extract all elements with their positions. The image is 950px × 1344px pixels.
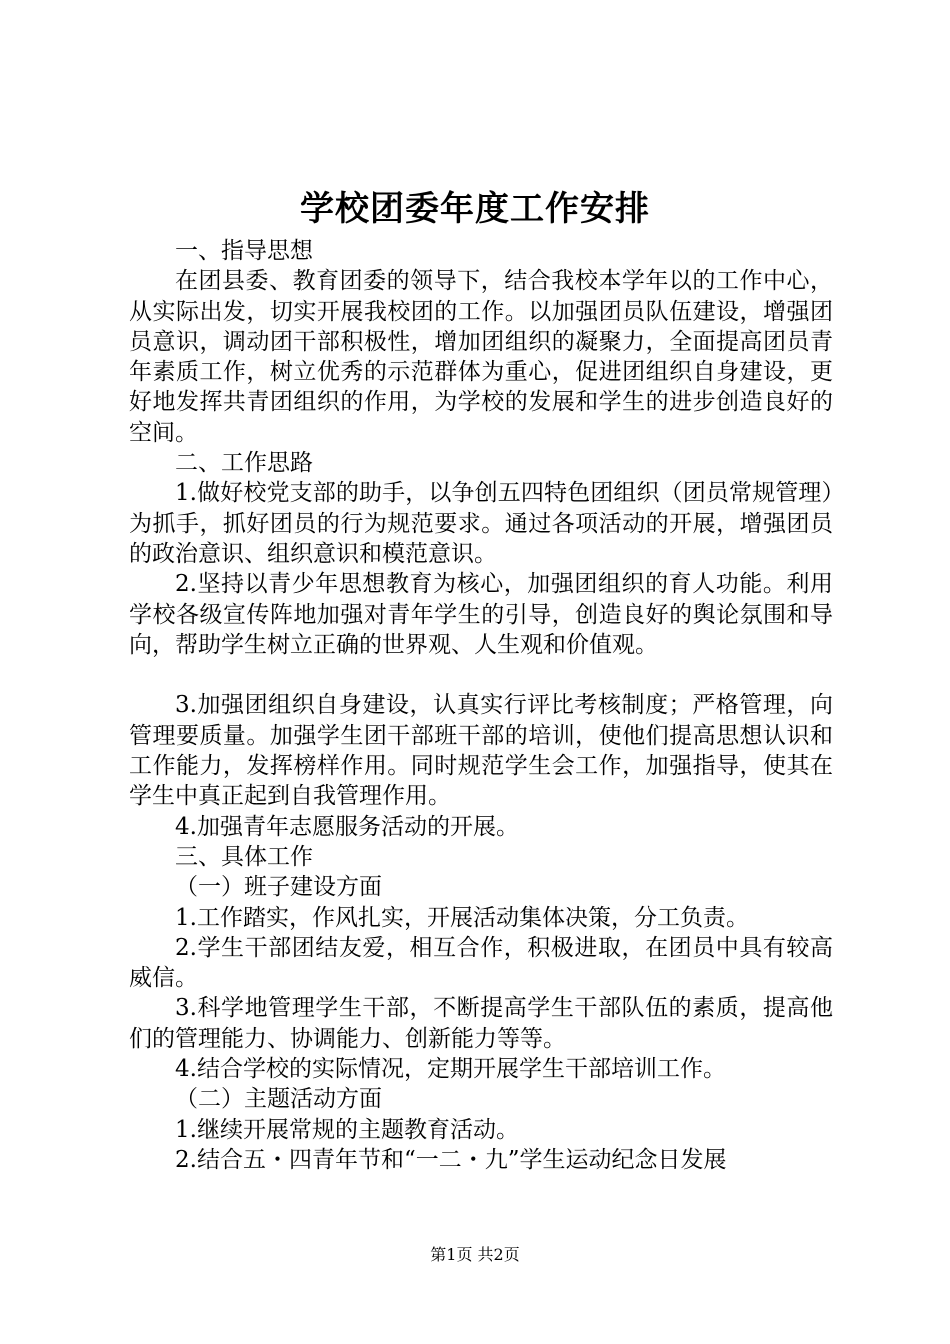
paragraph: 1.工作踏实，作风扎实，开展活动集体决策，分工负责。: [175, 904, 749, 931]
paragraph: 3.加强团组织自身建设，认真实行评比考核制度；严格管理，向管理要质量。加强学生团干部班干部的培训，使他们提高思想认识和工作能力，发挥榜样作用。同时规范学生会工作，加强指导，使其在学生中真正起到自我管理作用。: [129, 692, 833, 810]
page-number-footer: 第1页 共2页: [430, 1245, 520, 1264]
document-body: [129, 236, 833, 1175]
paragraph: 2.坚持以青少年思想教育为核心，加强团组织的育人功能。利用学校各级宣传阵地加强对青年学生的引导，创造良好的舆论氛围和导向，帮助学生树立正确的世界观、人生观和价值观。: [129, 571, 833, 658]
paragraph: 1.做好校党支部的助手，以争创五四特色团组织（团员常规管理）为抓手，抓好团员的行为规范要求。通过各项活动的开展，增强团员的政治意识、组织意识和模范意识。: [129, 480, 833, 567]
paragraph: 2.结合五・四青年节和“一二・九”学生运动纪念日发展: [175, 1146, 727, 1173]
paragraph: 在团县委、教育团委的领导下，结合我校本学年以的工作中心，从实际出发，切实开展我校团的工作。以加强团员队伍建设，增强团员意识，调动团干部积极性，增加团组织的凝聚力，全面提高团员青年素质工作，树立优秀的示范群体为重心，促进团组织自身建设，更好地发挥共青团组织的作用，为学校的发展和学生的进步创造良好的空间。: [129, 268, 833, 446]
section-heading: 一、指导思想: [175, 238, 313, 264]
paragraph: 3.科学地管理学生干部，不断提高学生干部队伍的素质，提高他们的管理能力、协调能力、创新能力等等。: [129, 995, 833, 1052]
blank-line: [129, 660, 833, 690]
document-title: 学校团委年度工作安排: [300, 189, 650, 229]
paragraph: 4.加强青年志愿服务活动的开展。: [175, 813, 519, 840]
paragraph: 1.继续开展常规的主题教育活动。: [175, 1116, 519, 1143]
section-heading: 三、具体工作: [175, 843, 313, 870]
paragraph: 4.结合学校的实际情况，定期开展学生干部培训工作。: [175, 1056, 726, 1083]
subsection-heading: （一）班子建设方面: [175, 874, 382, 901]
paragraph: 2.学生干部团结友爱，相互合作，积极进取，在团员中具有较高威信。: [129, 934, 833, 992]
subsection-heading: （二）主题活动方面: [175, 1086, 382, 1113]
section-heading: 二、工作思路: [175, 450, 313, 477]
